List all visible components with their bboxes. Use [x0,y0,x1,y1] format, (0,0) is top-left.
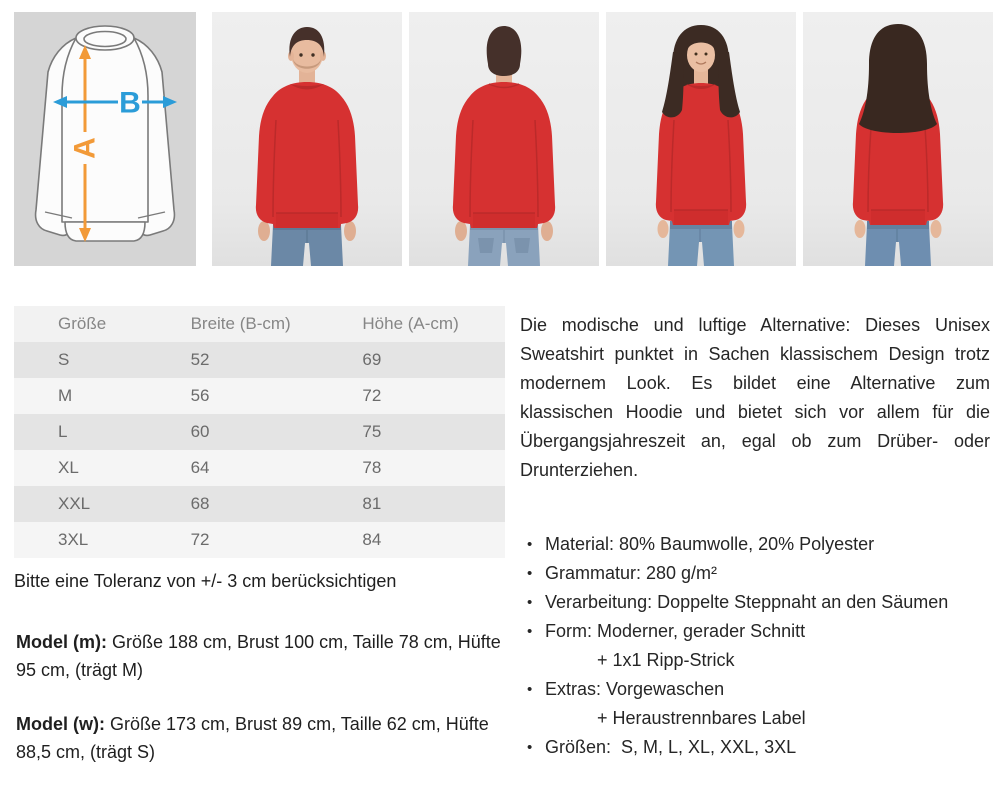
width-cell: 56 [190,386,210,405]
width-cell: 64 [190,458,210,477]
size-cell: XL [58,458,79,477]
model-photo-woman-back [803,12,993,266]
width-cell: 72 [190,530,210,549]
size-table [14,306,505,558]
man-front-illustration [212,12,402,266]
feature-item-form: • Form: Moderner, gerader Schnitt + 1x1 Ripp-Strick [520,617,990,675]
bullet-icon [527,617,532,646]
height-cell: 78 [362,458,382,477]
height-cell: 81 [362,494,382,513]
feature-item-extras: • Extras: Vorgewaschen + Heraustrennbares Label [520,675,990,733]
model-w-details: Größe 173 cm, Brust 89 cm, Taille 62 cm, Hüfte 88,5 cm, (trägt S) [16,714,489,762]
table-row [14,450,505,486]
table-row [14,522,505,558]
width-cell: 68 [190,494,210,513]
size-diagram [14,12,196,266]
bullet-icon [527,588,532,617]
bullet-icon [527,733,532,762]
description-column [520,306,990,766]
model-m-details: Größe 188 cm, Brust 100 cm, Taille 78 cm, Hüfte 95 cm, (trägt M) [16,632,501,680]
height-cell: 75 [362,422,382,441]
feature-item-form-extra: + 1x1 Ripp-Strick [597,650,735,670]
sweatshirt-measure-illustration [14,12,196,266]
model-photo-man-back [409,12,599,266]
model-m-label: Model (m): [16,632,107,652]
sweatshirt [256,82,358,228]
table-row [14,414,505,450]
height-cell: 69 [362,350,382,369]
size-cell: S [58,350,70,369]
model-photo-man-front [212,12,402,266]
feature-item-material: • Material: 80% Baumwolle, 20% Polyester [520,530,990,559]
size-cell: 3XL [58,530,89,549]
product-details [14,306,990,766]
table-row [14,486,505,522]
height-arrow-label: A [68,137,102,159]
woman-back-illustration [803,12,993,266]
model-m-info [16,628,505,684]
product-images-row [14,12,986,266]
height-cell: 84 [362,530,382,549]
feature-item-verarbeitung: • Verarbeitung: Doppelte Steppnaht an den Säumen [520,588,990,617]
table-row [14,342,505,378]
bullet-icon [527,559,532,588]
sweatshirt [453,82,555,228]
size-cell: XXL [58,494,91,513]
product-description: Die modische und luftige Alternative: Dieses Unisex Sweatshirt punktet in Sachen klassischem Design trotz modernem Look. Es bildet eine Alternative zum klassischen Hoodie und bietet sich vor allem für die Übergangsjahreszeit an, egal ob zum Drüber- oder Drunterziehen. [520,315,990,480]
sweatshirt-outline [36,26,175,241]
feature-item-groessen: • Größen: S, M, L, XL, XXL, 3XL [520,733,990,762]
bullet-icon [527,530,532,559]
width-cell: 60 [190,422,210,441]
table-row [14,378,505,414]
woman-front-illustration [606,12,796,266]
height-cell: 72 [362,386,382,405]
size-cell: L [58,422,68,441]
model-photo-woman-front [606,12,796,266]
size-info-column [14,306,505,766]
man-back-illustration [409,12,599,266]
size-table-header-row [14,306,505,342]
width-arrow-label: B [119,86,141,120]
model-w-info [16,710,505,766]
tolerance-note: Bitte eine Toleranz von +/- 3 cm berücksichtigen [14,571,397,591]
bullet-icon [527,675,532,704]
feature-item-extras-extra: + Heraustrennbares Label [597,708,806,728]
feature-item-grammatur: • Grammatur: 280 g/m² [520,559,990,588]
width-cell: 52 [190,350,210,369]
col-header-width: Breite (B-cm) [147,306,319,342]
feature-list [520,530,990,762]
model-w-label: Model (w): [16,714,105,734]
col-header-height: Höhe (A-cm) [318,306,505,342]
size-cell: M [58,386,73,405]
col-header-size: Größe [14,306,147,342]
